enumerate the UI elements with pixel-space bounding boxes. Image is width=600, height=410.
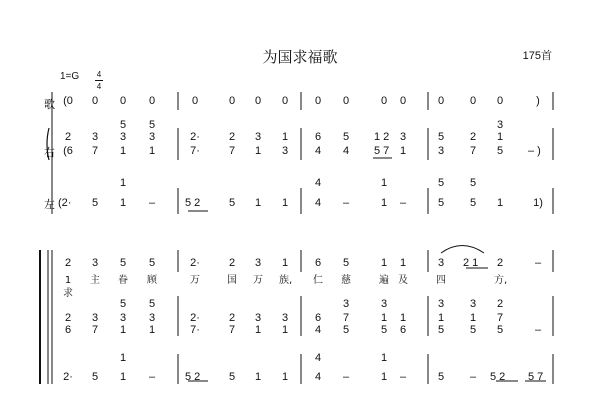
note-system1-voice-m4-b4: ) [536, 95, 540, 107]
note-system2-left-low-m2-b4: 1 [281, 371, 289, 383]
note-system2-voice-m4-b4: – [534, 257, 542, 269]
note-system1-left-low-m3-b4: – [399, 197, 407, 209]
note-system2-right-mid-m2-b4: 3 [281, 312, 289, 324]
note-system1-right-upper-m4-b3: 3 [496, 119, 504, 131]
note-system2-right-upper-m4-b1: 3 [437, 298, 445, 310]
note-system2-right-mid-m4-b1: 1 [437, 312, 445, 324]
note-system1-right-upper-m1-b4: 5 [148, 119, 156, 131]
note-system2-right-low-m1-b2: 7 [91, 324, 99, 336]
lyric-system2-lyrics-m2-b1: 万 [190, 275, 200, 286]
note-system1-right-mid-m2-b1: 2· [190, 131, 200, 143]
note-system1-voice-m3-b2: 0 [342, 95, 350, 107]
note-system1-left-low-m4-b1: 5 [437, 197, 445, 209]
note-system1-left-low-m3-b3: 1 [380, 197, 388, 209]
note-system1-right-mid-m1-b4: 3 [148, 131, 156, 143]
note-system1-left-low-m3-b1: 4 [314, 197, 322, 209]
note-system2-right-low-m1-b1: 6 [64, 324, 72, 336]
note-system1-voice-m2-b4: 0 [281, 95, 289, 107]
note-system2-right-low-m2-b1: 7· [190, 324, 200, 336]
note-system2-voice-m3-b2: 5 [342, 257, 350, 269]
note-system2-right-upper-m3-b3: 3 [380, 298, 388, 310]
note-system1-right-low-m3-b4: 1 [399, 145, 407, 157]
note-system2-right-mid-m1-b3: 3 [119, 312, 127, 324]
note-system1-left-low-m2-b2: 5 [228, 197, 236, 209]
note-system2-right-mid-m2-b2: 2 [228, 312, 236, 324]
note-system2-right-low-m2-b2: 7 [228, 324, 236, 336]
note-system1-voice-m4-b3: 0 [496, 95, 504, 107]
song-title: 为国求福歌 [262, 48, 338, 66]
note-system1-voice-m3-b3: 0 [380, 95, 388, 107]
note-system2-voice-m2-b1: 2· [190, 257, 200, 269]
note-system1-left-upper-m3-b3: 1 [380, 177, 388, 189]
note-system1-right-low-m4-b4: – ) [528, 145, 541, 157]
note-system2-voice-m4-b3: 2 [496, 257, 504, 269]
meter-bottom: 4 [96, 82, 102, 91]
note-system1-right-low-m1-b3: 1 [119, 145, 127, 157]
note-system1-right-mid-m3-b3: 1 2 [374, 131, 390, 143]
note-system1-voice-m2-b1: 0 [191, 95, 199, 107]
note-system2-right-low-m3-b4: 6 [399, 324, 407, 336]
note-system2-right-mid-m3-b1: 6 [314, 312, 322, 324]
note-system2-left-low-m4-b1: 5 [437, 371, 445, 383]
note-system2-right-upper-m4-b3: 2 [496, 298, 504, 310]
note-system1-right-low-m2-b2: 7 [228, 145, 236, 157]
note-system1-right-low-m3-b2: 4 [342, 145, 350, 157]
note-system2-left-low-m2-b2: 5 [228, 371, 236, 383]
note-system2-right-mid-m1-b1: 2 [64, 312, 72, 324]
note-system1-left-low-m4-b4: 1) [533, 197, 543, 209]
part-label-right: 右 [44, 146, 55, 159]
lyric-system2-lyrics-m1-b1: 1求 [63, 275, 73, 299]
note-system2-right-low-m2-b3: 1 [254, 324, 262, 336]
lyric-system2-lyrics-m2-b4: 族, [279, 275, 293, 286]
note-system1-right-low-m3-b3: 5 7 [374, 145, 390, 157]
note-system2-voice-m2-b4: 1 [281, 257, 289, 269]
note-system2-left-low-m3-b4: – [399, 371, 407, 383]
note-system1-right-mid-m3-b4: 3 [399, 131, 407, 143]
note-system1-right-low-m2-b3: 1 [254, 145, 262, 157]
note-system2-voice-m1-b1: 2 [64, 257, 72, 269]
note-system1-right-mid-m3-b1: 6 [314, 131, 322, 143]
note-system2-right-low-m3-b2: 5 [342, 324, 350, 336]
note-system2-voice-m1-b4: 5 [148, 257, 156, 269]
note-system2-right-low-m3-b1: 4 [314, 324, 322, 336]
lyric-system2-lyrics-m2-b2: 国 [227, 275, 237, 286]
note-system1-right-upper-m1-b3: 5 [119, 119, 127, 131]
lyric-system2-lyrics-m3-b1: 仁 [313, 275, 323, 286]
note-system1-voice-m1-b3: 0 [119, 95, 127, 107]
note-system1-voice-m1-b2: 0 [91, 95, 99, 107]
note-system1-left-low-m1-b4: – [148, 197, 156, 209]
note-system2-left-upper-m1-b3: 1 [119, 352, 127, 364]
meter-top: 4 [96, 70, 102, 79]
note-system2-right-low-m4-b4: – [534, 324, 542, 336]
note-system2-left-low-m1-b2: 5 [91, 371, 99, 383]
note-system2-left-low-m1-b3: 1 [119, 371, 127, 383]
note-system2-voice-m4-b2: 2 1 [463, 257, 479, 269]
note-system1-left-upper-m4-b2: 5 [469, 177, 477, 189]
note-system1-left-low-m1-b3: 1 [119, 197, 127, 209]
part-label-voice: 歌 [44, 98, 55, 111]
note-system2-right-low-m1-b4: 1 [148, 324, 156, 336]
note-system2-right-low-m4-b3: 5 [496, 324, 504, 336]
lyric-system2-lyrics-m3-b2: 慈 [341, 275, 351, 286]
note-system2-left-low-m3-b1: 4 [314, 371, 322, 383]
note-system2-voice-m2-b2: 2 [228, 257, 236, 269]
hymn-number: 175首 [522, 50, 552, 62]
lyric-system2-lyrics-m1-b3: 眷 [118, 275, 128, 286]
note-system2-right-mid-m2-b1: 2· [190, 312, 200, 324]
note-system2-right-low-m1-b3: 1 [119, 324, 127, 336]
note-system1-voice-m4-b1: 0 [437, 95, 445, 107]
note-system2-voice-m1-b3: 5 [119, 257, 127, 269]
note-system2-right-mid-m3-b2: 7 [342, 312, 350, 324]
note-system2-left-low-m1-b4: – [148, 371, 156, 383]
note-system1-right-mid-m2-b3: 3 [254, 131, 262, 143]
note-system2-right-upper-m3-b2: 3 [342, 298, 350, 310]
lyric-system2-lyrics-m2-b3: 万 [253, 275, 263, 286]
note-system2-right-upper-m1-b4: 5 [148, 298, 156, 310]
note-system1-voice-m1-b4: 0 [148, 95, 156, 107]
time-signature [95, 70, 103, 91]
note-system1-right-low-m4-b1: 3 [437, 145, 445, 157]
note-system1-left-upper-m3-b1: 4 [314, 177, 322, 189]
note-system2-right-low-m2-b4: 1 [281, 324, 289, 336]
meter-divider [95, 80, 103, 81]
note-system2-voice-m1-b2: 3 [91, 257, 99, 269]
note-system1-right-mid-m1-b1: 2 [64, 131, 72, 143]
note-system2-right-mid-m3-b4: 1 [399, 312, 407, 324]
note-system2-voice-m3-b4: 1 [399, 257, 407, 269]
note-system1-right-mid-m1-b2: 3 [91, 131, 99, 143]
note-system1-right-mid-m4-b3: 1 [496, 131, 504, 143]
note-system1-voice-m2-b3: 0 [254, 95, 262, 107]
note-system1-left-low-m2-b1: 5 2 [185, 197, 201, 209]
note-system1-right-low-m2-b4: 3 [281, 145, 289, 157]
note-system2-right-low-m3-b3: 5 [380, 324, 388, 336]
note-system2-right-upper-m1-b3: 5 [119, 298, 127, 310]
lyric-system2-lyrics-m1-b2: 主 [90, 275, 100, 286]
note-system1-right-low-m4-b2: 7 [469, 145, 477, 157]
note-system2-left-upper-m3-b1: 4 [314, 352, 322, 364]
note-system1-left-low-m1-b2: 5 [91, 197, 99, 209]
note-system2-right-upper-m4-b2: 3 [469, 298, 477, 310]
note-system1-right-low-m1-b1: (6 [63, 145, 73, 157]
note-system1-right-low-m2-b1: 7· [190, 145, 200, 157]
note-system1-left-low-m1-b1: (2· [58, 197, 72, 209]
note-system1-left-low-m3-b2: – [342, 197, 350, 209]
note-system1-left-upper-m1-b3: 1 [119, 177, 127, 189]
note-system1-right-mid-m4-b2: 2 [469, 131, 477, 143]
note-system2-right-mid-m4-b3: 7 [496, 312, 504, 324]
lyric-system2-lyrics-m3-b4: 及 [398, 275, 408, 286]
note-system1-right-mid-m1-b3: 3 [119, 131, 127, 143]
note-system2-left-low-m2-b3: 1 [254, 371, 262, 383]
note-system1-voice-m1-b1: (0 [63, 95, 73, 107]
note-system1-voice-m4-b2: 0 [469, 95, 477, 107]
note-system2-voice-m3-b1: 6 [314, 257, 322, 269]
note-system2-right-mid-m1-b4: 3 [148, 312, 156, 324]
note-system1-voice-m3-b4: 0 [399, 95, 407, 107]
lyric-system2-lyrics-m4-b1: 四 [436, 275, 446, 286]
note-system1-left-low-m4-b3: 1 [496, 197, 504, 209]
note-system1-left-low-m2-b4: 1 [281, 197, 289, 209]
note-system2-left-low-m2-b1: 5 2 [185, 371, 201, 383]
note-system1-right-low-m4-b3: 5 [496, 145, 504, 157]
lyric-system2-lyrics-m3-b3: 遍 [379, 275, 389, 286]
note-system2-left-low-m4-b3: 5 2 [490, 371, 506, 383]
note-system1-left-low-m4-b2: 5 [469, 197, 477, 209]
part-label-left: 左 [44, 198, 55, 211]
note-system2-right-mid-m4-b2: 1 [469, 312, 477, 324]
note-system2-left-low-m4-b4: 5 7 [528, 371, 544, 383]
key-signature: 1=G [60, 71, 80, 82]
note-system1-right-low-m1-b2: 7 [91, 145, 99, 157]
note-system1-left-low-m2-b3: 1 [254, 197, 262, 209]
note-system1-left-upper-m4-b1: 5 [437, 177, 445, 189]
note-system1-voice-m3-b1: 0 [314, 95, 322, 107]
note-system1-right-low-m1-b4: 1 [148, 145, 156, 157]
note-system2-right-mid-m2-b3: 3 [254, 312, 262, 324]
lyric-system2-lyrics-m1-b4: 顾 [147, 275, 157, 286]
note-system2-voice-m4-b1: 3 [437, 257, 445, 269]
note-system2-voice-m2-b3: 3 [254, 257, 262, 269]
note-system1-right-mid-m2-b2: 2 [228, 131, 236, 143]
note-system2-left-low-m1-b1: 2· [63, 371, 73, 383]
note-system2-left-low-m3-b3: 1 [380, 371, 388, 383]
note-system2-right-mid-m3-b3: 1 [380, 312, 388, 324]
note-system2-voice-m3-b3: 1 [380, 257, 388, 269]
note-system2-right-low-m4-b2: 5 [469, 324, 477, 336]
note-system1-voice-m2-b2: 0 [228, 95, 236, 107]
lyric-system2-lyrics-m4-b3: 方, [494, 275, 508, 286]
note-system1-right-low-m3-b1: 4 [314, 145, 322, 157]
note-system2-left-low-m4-b2: – [469, 371, 477, 383]
note-system2-left-upper-m3-b3: 1 [380, 352, 388, 364]
note-system1-right-mid-m3-b2: 5 [342, 131, 350, 143]
note-system1-right-mid-m4-b1: 5 [437, 131, 445, 143]
note-system2-right-mid-m1-b2: 3 [91, 312, 99, 324]
note-system2-left-low-m3-b2: – [342, 371, 350, 383]
note-system1-right-mid-m2-b4: 1 [281, 131, 289, 143]
note-system2-right-low-m4-b1: 5 [437, 324, 445, 336]
